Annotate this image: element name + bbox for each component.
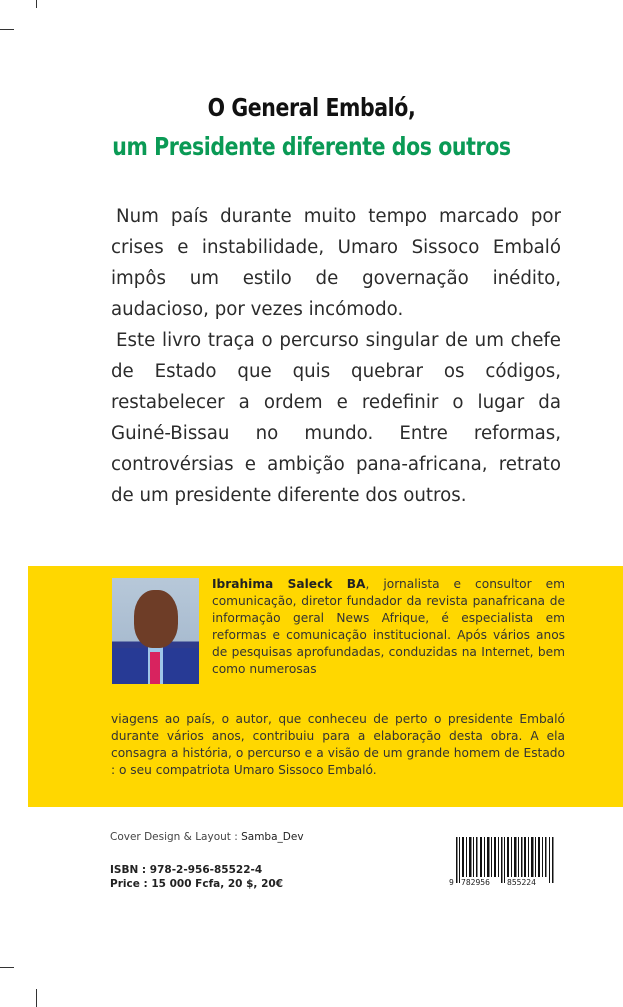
book-subtitle: um Presidente diferente dos outros: [112, 132, 511, 161]
design-credit-label: Cover Design & Layout :: [110, 831, 242, 843]
author-bio-top: [212, 576, 565, 679]
back-cover-blurb: [111, 201, 561, 511]
blurb-paragraph-1: Num país durante muito tempo marcado por crises e instabilidade, Umaro Sissoco Embaló impôs um estilo de governação inédito, audacioso, por vezes incómodo.: [111, 206, 561, 320]
isbn: ISBN : 978-2-956-85522-4: [110, 864, 263, 876]
blurb-paragraph-2: Este livro traça o percurso singular de um chefe de Estado que quis quebrar os códigos, restabelecer a ordem e redefinir o lugar da Guiné-Bissau no mundo. Entre reformas, controvérsias e ambição pana-africana, retrato de um presidente diferente dos outros.: [111, 330, 561, 506]
portrait-face: [134, 590, 178, 648]
design-credit: [110, 831, 304, 843]
portrait-suit-right: [163, 648, 199, 684]
barcode-digit-first: 9: [449, 878, 454, 887]
author-name: Ibrahima Saleck BA: [212, 577, 366, 591]
crop-mark-top-horizontal: [0, 29, 14, 30]
book-title: O General Embaló,: [207, 93, 416, 122]
author-bio-top-text: , jornalista e consultor em comunicação, diretor fundador da revista panafricana de informação geral News Afrique, é especialista em reformas e comunicação institucional. Após vários anos de pesquisas aprofundadas, conduzidas na Internet, bem como numerosas: [212, 577, 565, 677]
author-photo: [112, 578, 199, 684]
price: Price : 15 000 Fcfa, 20 $, 20€: [110, 878, 283, 890]
portrait-suit-left: [112, 648, 148, 684]
crop-mark-bottom-vertical: [36, 989, 37, 1007]
design-credit-name: Samba_Dev: [241, 831, 304, 843]
crop-mark-bottom-horizontal: [0, 967, 14, 968]
barcode-icon: [456, 837, 556, 883]
isbn-price-block: [110, 863, 283, 891]
barcode-digits-left: 782956: [461, 878, 490, 887]
portrait-tie: [150, 652, 160, 684]
author-bio-bottom: viagens ao país, o autor, que conheceu de perto o presidente Embaló durante vários anos, contribuiu para a elaboração desta obra. A ela consagra a história, o percurso e a visão de um grande homem de Estado : o seu compatriota Umaro Sissoco Embaló.: [111, 712, 565, 778]
crop-mark-top-vertical: [36, 0, 37, 8]
barcode-digits-right: 855224: [507, 878, 536, 887]
